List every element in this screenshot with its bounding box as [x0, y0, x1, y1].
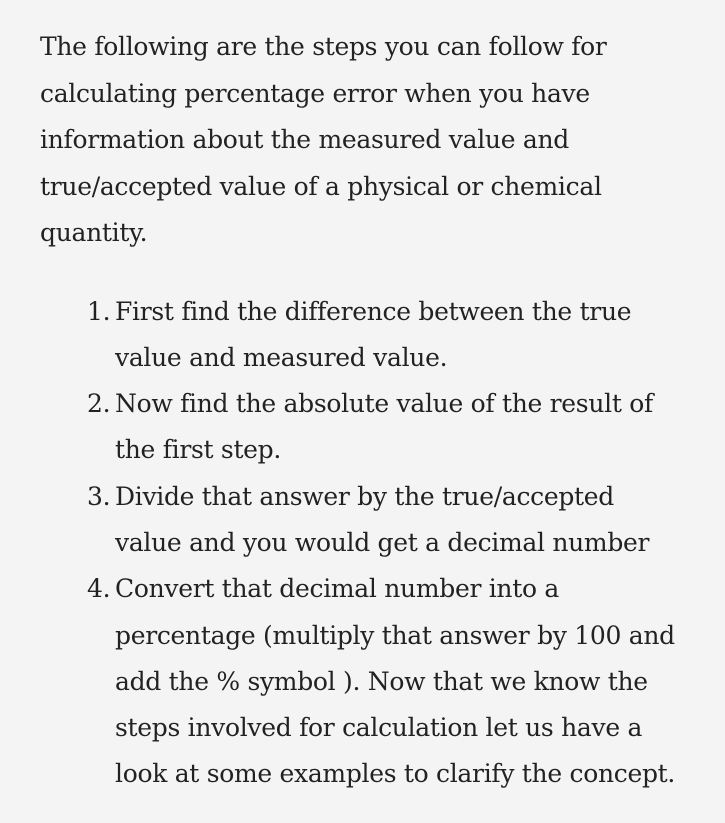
list-item — [87, 566, 685, 797]
list-item — [87, 474, 685, 567]
step-text: Now find the absolute value of the result of the first step. — [115, 389, 653, 465]
list-item — [87, 289, 685, 382]
step-text: Divide that answer by the true/accepted value and you would get a decimal number — [115, 481, 650, 557]
step-text: Convert that decimal number into a percentage (multiply that answer by 100 and add the % symbol ). Now that we know the steps involved for calculation let us have a look at some examples to clarify the concept. — [115, 574, 676, 789]
list-item — [87, 381, 685, 474]
step-number: 2. — [87, 389, 111, 419]
intro-paragraph: The following are the steps you can follow for calculating percentage error when you have information about the measured value and true/accepted value of a physical or chemical quantity. — [40, 32, 607, 247]
step-number: 1. — [87, 296, 111, 326]
step-number: 3. — [87, 481, 111, 511]
step-number: 4. — [87, 574, 111, 604]
step-text: First find the difference between the true value and measured value. — [115, 296, 632, 372]
steps-list — [40, 289, 685, 798]
